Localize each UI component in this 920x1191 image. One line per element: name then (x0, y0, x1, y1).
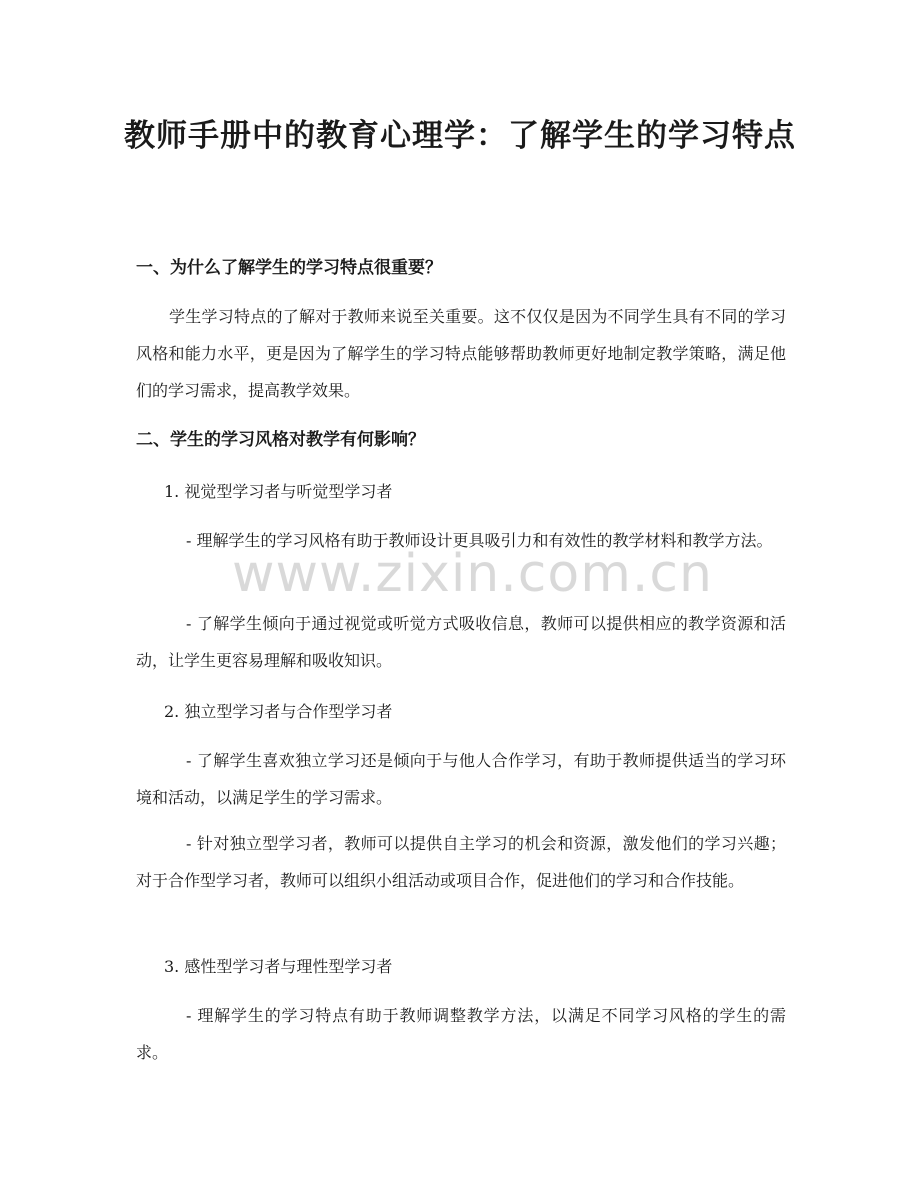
section2-heading: 二、学生的学习风格对教学有何影响？ (136, 430, 425, 450)
item3-point1: - 理解学生的学习特点有助于教师调整教学方法，以满足不同学习风格的学生的需求。 (136, 1006, 786, 1062)
item2-title: 2. 独立型学习者与合作型学习者 (164, 702, 393, 721)
section1-paragraph: 学生学习特点的了解对于教师来说至关重要。这不仅仅是因为不同学生具有不同的学习风格和能力水平，更是因为了解学生的学习特点能够帮助教师更好地制定教学策略，满足他们的学习需求，提高教学效果。 (136, 307, 786, 400)
item3-title: 3. 感性型学习者与理性型学习者 (164, 957, 393, 976)
item1-point1: - 理解学生的学习风格有助于教师设计更具吸引力和有效性的教学材料和教学方法。 (186, 531, 773, 550)
item2-point2: - 针对独立型学习者，教师可以提供自主学习的机会和资源，激发他们的学习兴趣；对于合作型学习者，教师可以组织小组活动或项目合作，促进他们的学习和合作技能。 (136, 834, 786, 890)
document-title: 教师手册中的教育心理学：了解学生的学习特点 (124, 118, 796, 154)
item1-point2: - 了解学生倾向于通过视觉或听觉方式吸收信息，教师可以提供相应的教学资源和活动，让学生更容易理解和吸收知识。 (136, 614, 786, 670)
section1-heading: 一、为什么了解学生的学习特点很重要？ (136, 258, 442, 278)
item1-title: 1. 视觉型学习者与听觉型学习者 (164, 482, 393, 501)
item2-point1: - 了解学生喜欢独立学习还是倾向于与他人合作学习，有助于教师提供适当的学习环境和活动，以满足学生的学习需求。 (136, 751, 786, 807)
watermark-text: www.zixin.com.cn (232, 544, 713, 604)
